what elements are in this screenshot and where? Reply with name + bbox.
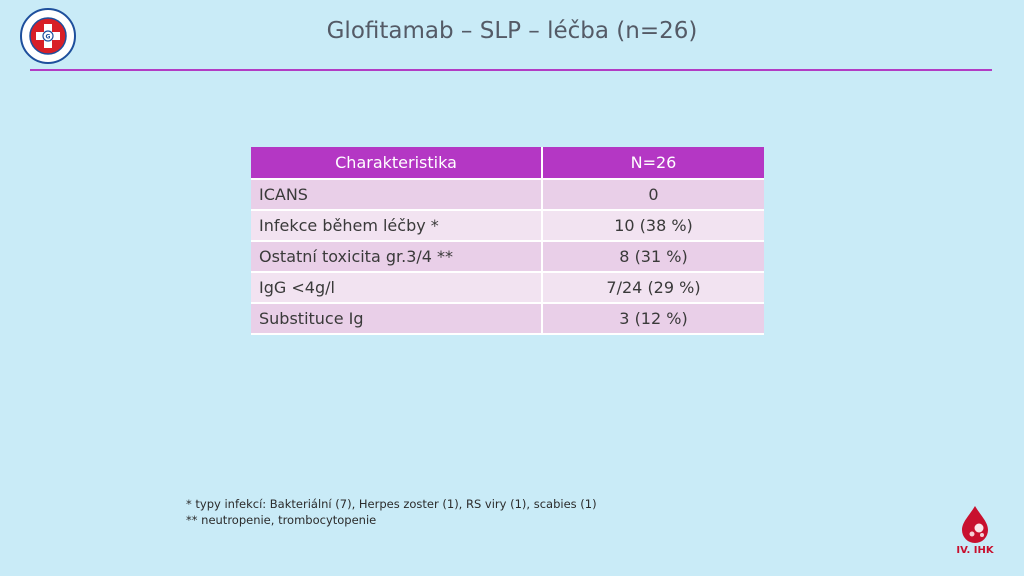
row-value: 8 (31 %) xyxy=(542,241,764,272)
page-title: Glofitamab – SLP – léčba (n=26) xyxy=(326,18,698,44)
footnotes xyxy=(186,496,597,528)
results-table xyxy=(251,147,764,335)
row-label: Infekce během léčby * xyxy=(251,210,542,241)
column-header-characteristic: Charakteristika xyxy=(251,147,542,179)
table-row xyxy=(251,303,764,334)
blood-drop-icon xyxy=(958,504,992,544)
department-logo xyxy=(950,504,1000,564)
row-value: 10 (38 %) xyxy=(542,210,764,241)
table-row xyxy=(251,210,764,241)
row-label: ICANS xyxy=(251,179,542,210)
row-value: 3 (12 %) xyxy=(542,303,764,334)
footnote-infections: * typy infekcí: Bakteriální (7), Herpes zoster (1), RS viry (1), scabies (1) xyxy=(186,497,597,511)
table-row xyxy=(251,179,764,210)
department-logo-text: IV. IHK xyxy=(956,545,994,556)
row-value: 7/24 (29 %) xyxy=(542,272,764,303)
title-divider xyxy=(30,69,992,71)
row-label: IgG <4g/l xyxy=(251,272,542,303)
row-label: Substituce Ig xyxy=(251,303,542,334)
table-row xyxy=(251,272,764,303)
footnote-toxicity: ** neutropenie, trombocytopenie xyxy=(186,513,377,527)
table-row xyxy=(251,241,764,272)
row-value: 0 xyxy=(542,179,764,210)
table-header-row xyxy=(251,147,764,179)
svg-text:G: G xyxy=(45,33,51,41)
column-header-n: N=26 xyxy=(542,147,764,179)
row-label: Ostatní toxicita gr.3/4 ** xyxy=(251,241,542,272)
